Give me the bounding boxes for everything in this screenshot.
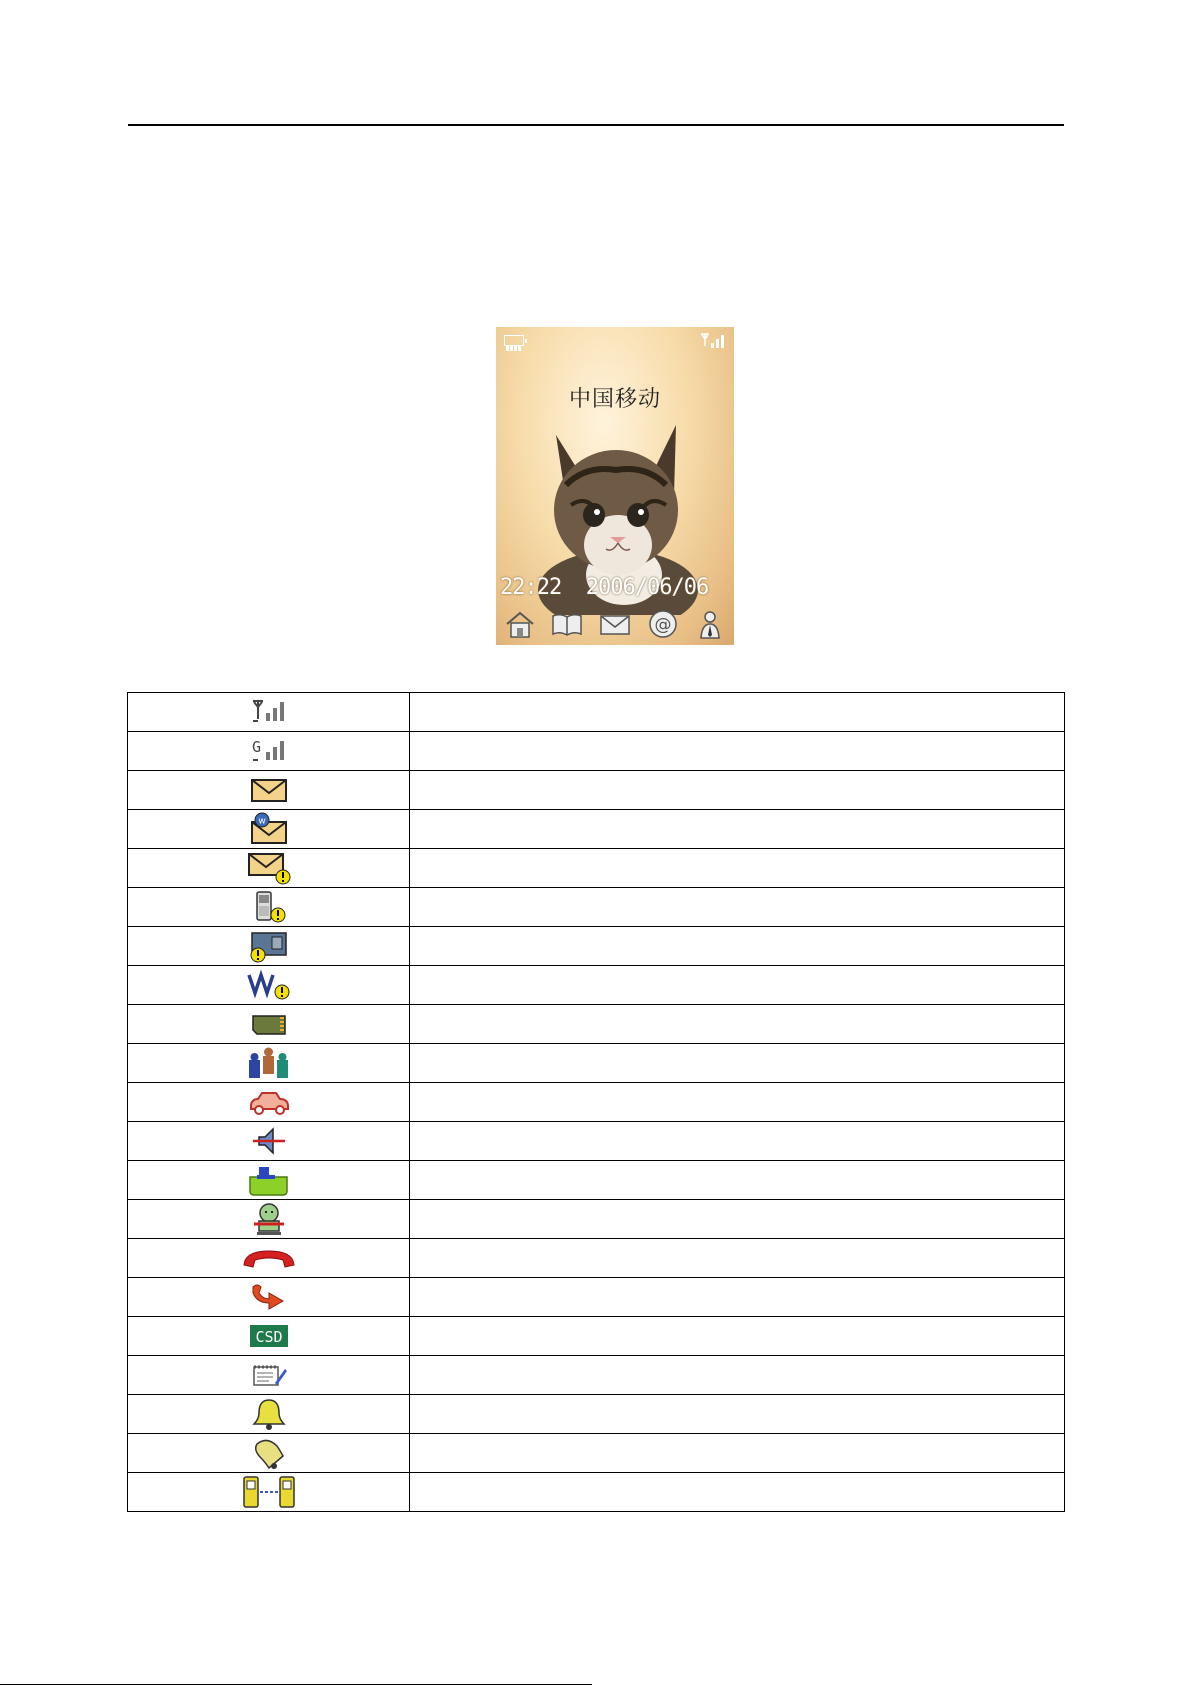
table-row <box>128 927 1065 966</box>
phone-standby-screen <box>496 327 734 645</box>
sim-memory-warning-icon <box>246 929 292 963</box>
user-profile-icon[interactable] <box>693 608 727 640</box>
csd-data-icon <box>247 1322 291 1350</box>
row-description <box>410 1356 1065 1395</box>
status-icon-table <box>127 692 1065 1512</box>
row-description <box>410 1278 1065 1317</box>
meeting-profile-icon <box>246 1046 292 1080</box>
table-row <box>128 966 1065 1005</box>
row-description <box>410 849 1065 888</box>
shortcut-dock <box>496 607 734 641</box>
table-row <box>128 1356 1065 1395</box>
ring-vibrate-icon <box>249 1436 289 1470</box>
table-row <box>128 732 1065 771</box>
row-description <box>410 1122 1065 1161</box>
missed-call-icon <box>241 1245 297 1271</box>
memory-card-icon <box>249 1010 289 1038</box>
silent-profile-icon <box>249 1202 289 1236</box>
svg-text:@: @ <box>654 615 672 635</box>
table-row <box>128 1044 1065 1083</box>
table-row <box>128 693 1065 732</box>
phone-memory-warning-icon <box>249 890 289 924</box>
headset-muted-icon <box>249 1125 289 1157</box>
row-description <box>410 771 1065 810</box>
table-row <box>128 1434 1065 1473</box>
call-divert-icon <box>249 1281 289 1313</box>
table-row <box>128 849 1065 888</box>
memo-icon <box>249 1361 289 1389</box>
svg-text:G: G <box>251 738 261 756</box>
svg-text:w: w <box>257 816 266 827</box>
row-description <box>410 1239 1065 1278</box>
row-description <box>410 1161 1065 1200</box>
table-row <box>128 1083 1065 1122</box>
row-description <box>410 1473 1065 1512</box>
svg-text:CSD: CSD <box>255 1328 283 1346</box>
table-row <box>128 1395 1065 1434</box>
outdoor-profile-icon <box>247 1163 291 1197</box>
message-memory-full-icon <box>246 851 292 885</box>
voicemail-warning-icon <box>246 969 292 1001</box>
row-description <box>410 693 1065 732</box>
table-row <box>128 1473 1065 1512</box>
phonebook-icon[interactable] <box>550 608 584 640</box>
standby-date: 2006/06/06 <box>585 575 709 600</box>
header-rule <box>128 124 1064 126</box>
table-row <box>128 810 1065 849</box>
table-row <box>128 1317 1065 1356</box>
battery-icon <box>504 335 524 346</box>
network-signal-icon <box>249 698 289 726</box>
messages-icon[interactable] <box>598 608 632 640</box>
signal-strength-icon <box>700 333 726 349</box>
row-description <box>410 1200 1065 1239</box>
row-description <box>410 1083 1065 1122</box>
row-description <box>410 966 1065 1005</box>
row-description <box>410 1005 1065 1044</box>
table-row <box>128 1239 1065 1278</box>
row-description <box>410 1395 1065 1434</box>
row-description <box>410 927 1065 966</box>
row-description <box>410 810 1065 849</box>
row-description <box>410 1317 1065 1356</box>
row-description <box>410 732 1065 771</box>
row-description <box>410 1434 1065 1473</box>
status-bar <box>504 333 726 349</box>
internet-icon[interactable] <box>646 608 680 640</box>
new-wap-push-message-icon <box>249 812 289 846</box>
table-row <box>128 1005 1065 1044</box>
car-profile-icon <box>246 1087 292 1117</box>
bluetooth-connection-icon <box>241 1474 297 1510</box>
row-description <box>410 1044 1065 1083</box>
row-description <box>410 888 1065 927</box>
table-row <box>128 888 1065 927</box>
table-row <box>128 1161 1065 1200</box>
gprs-signal-icon <box>249 737 289 765</box>
table-row <box>128 1200 1065 1239</box>
standby-clock <box>500 575 708 600</box>
table-row <box>128 1278 1065 1317</box>
alarm-icon <box>249 1397 289 1431</box>
standby-time: 22:22 <box>500 575 562 600</box>
table-row <box>128 1122 1065 1161</box>
table-row <box>128 771 1065 810</box>
home-icon[interactable] <box>503 608 537 640</box>
carrier-name: 中国移动 <box>568 387 661 412</box>
new-sms-icon <box>249 776 289 804</box>
